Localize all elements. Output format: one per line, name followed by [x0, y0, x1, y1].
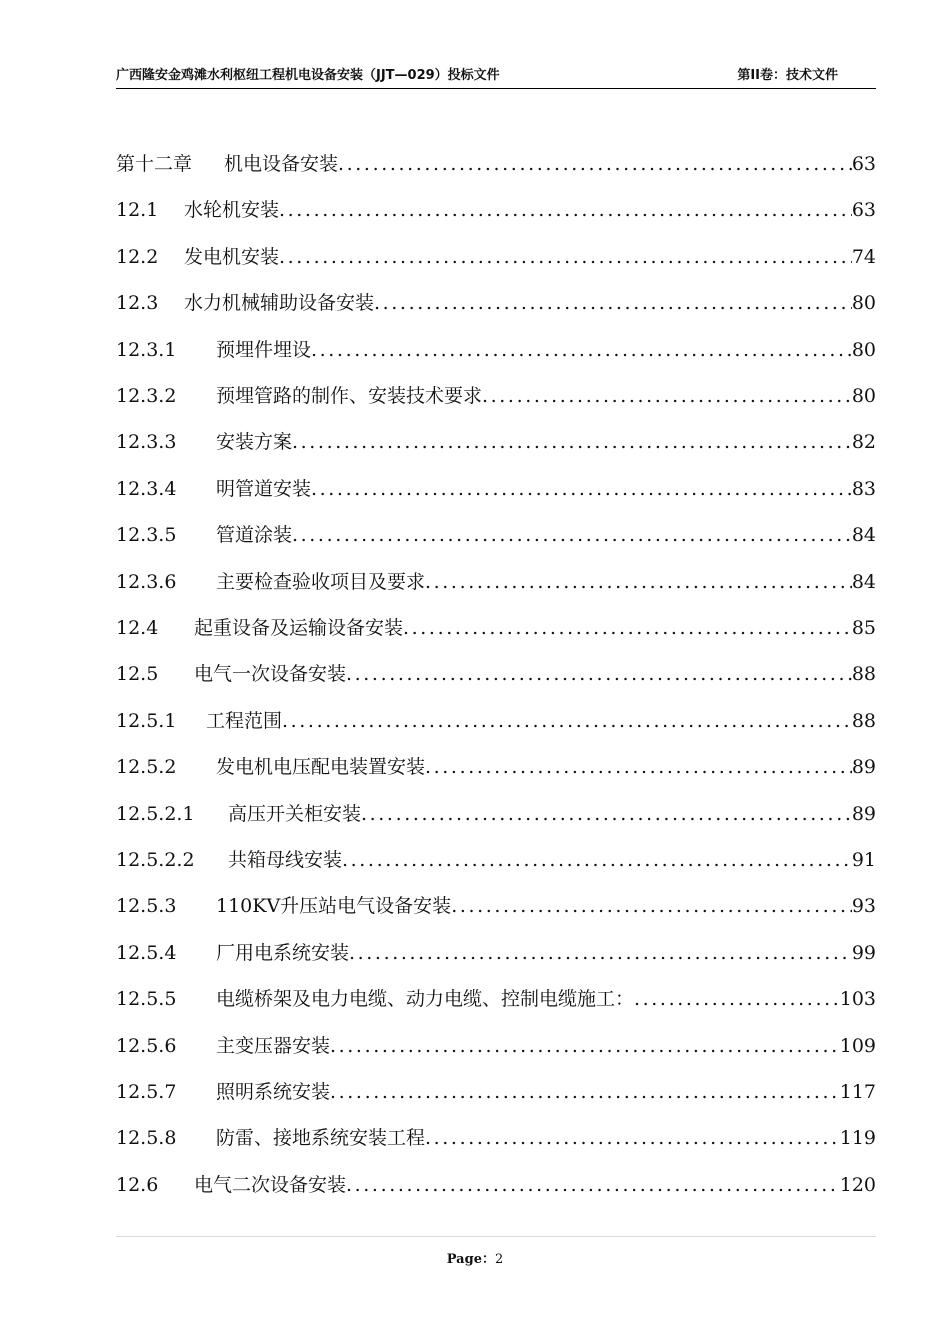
- toc-entry[interactable]: [116, 426, 876, 458]
- toc-entry-title: 预埋件埋设: [216, 339, 312, 361]
- toc-entry-page: 89: [851, 803, 876, 825]
- toc-entry-number: 12.5.2: [116, 756, 177, 778]
- toc-entry-page: 84: [851, 571, 876, 593]
- toc-entry-page: 80: [851, 385, 876, 407]
- toc-entry-page: 85: [851, 617, 876, 639]
- toc-entry[interactable]: [116, 658, 876, 690]
- toc-entry-number: 12.1: [116, 199, 159, 221]
- toc-dot-leader: [451, 890, 852, 922]
- toc-entry-page: 80: [851, 339, 876, 361]
- toc-entry-number: 12.5.8: [116, 1127, 177, 1149]
- footer-divider: [116, 1236, 876, 1237]
- toc-entry[interactable]: [116, 751, 876, 783]
- toc-entry-number: 12.3.6: [116, 571, 177, 593]
- toc-dot-leader: [361, 798, 852, 830]
- toc-entry-page: 83: [851, 478, 876, 500]
- toc-entry-page: 63: [851, 199, 876, 221]
- toc-dot-leader: [425, 566, 852, 598]
- toc-entry[interactable]: [116, 1076, 876, 1108]
- toc-entry[interactable]: [116, 844, 876, 876]
- volume-label: 第II卷：技术文件: [737, 68, 838, 83]
- toc-entry-number: 12.4: [116, 617, 159, 639]
- toc-entry-page: 88: [851, 710, 876, 732]
- toc-entry-title: 起重设备及运输设备安装: [194, 617, 404, 639]
- toc-entry-page: 80: [851, 292, 876, 314]
- toc-entry[interactable]: [116, 705, 876, 737]
- toc-entry-title: 管道涂装: [216, 524, 293, 546]
- toc-dot-leader: [311, 473, 852, 505]
- toc-entry-number: 12.3.3: [116, 431, 177, 453]
- toc-entry-number: 12.5.3: [116, 895, 177, 917]
- toc-entry-number: 12.5.2.2: [116, 849, 195, 871]
- toc-entry-title: 主要检查验收项目及要求: [216, 571, 426, 593]
- toc-entry-title: 水力机械辅助设备安装: [184, 292, 375, 314]
- toc-entry[interactable]: [116, 1122, 876, 1154]
- toc-entry-title: 水轮机安装: [184, 199, 280, 221]
- toc-entry-title: 高压开关柜安装: [228, 803, 362, 825]
- toc-entry-number: 12.6: [116, 1174, 159, 1196]
- toc-entry-title: 电气二次设备安装: [194, 1174, 347, 1196]
- toc-entry-title: 发电机安装: [184, 246, 280, 268]
- toc-entry[interactable]: [116, 1169, 876, 1201]
- toc-entry[interactable]: [116, 380, 876, 412]
- toc-entry[interactable]: [116, 334, 876, 366]
- toc-dot-leader: [349, 937, 852, 969]
- toc-entry-page: 119: [839, 1127, 876, 1149]
- toc-entry-title: 工程范围: [206, 710, 283, 732]
- toc-entry[interactable]: [116, 798, 876, 830]
- toc-entry-page: 84: [851, 524, 876, 546]
- toc-dot-leader: [292, 519, 852, 551]
- toc-entry-title: 安装方案: [216, 431, 293, 453]
- toc-entry-page: 91: [851, 849, 876, 871]
- toc-dot-leader: [311, 334, 852, 366]
- toc-dot-leader: [425, 1122, 840, 1154]
- toc-entry-number: 12.3.5: [116, 524, 177, 546]
- toc-entry-number: 12.5.7: [116, 1081, 177, 1103]
- toc-entry-page: 89: [851, 756, 876, 778]
- toc-entry-page: 120: [839, 1174, 876, 1196]
- toc-dot-leader: [403, 612, 852, 644]
- toc-dot-leader: [282, 705, 852, 737]
- toc-entry[interactable]: [116, 566, 876, 598]
- toc-dot-leader: [425, 751, 852, 783]
- toc-entry-page: 63: [851, 153, 876, 175]
- toc-entry[interactable]: [116, 937, 876, 969]
- toc-entry-page: 74: [851, 246, 876, 268]
- toc-entry-title: 共箱母线安装: [228, 849, 343, 871]
- toc-entry[interactable]: [116, 194, 876, 226]
- toc-dot-leader: [342, 844, 852, 876]
- toc-entry[interactable]: [116, 473, 876, 505]
- toc-entry-page: 117: [839, 1081, 876, 1103]
- toc-entry-page: 109: [839, 1035, 876, 1057]
- toc-entry[interactable]: [116, 1030, 876, 1062]
- toc-entry-number: 12.5.6: [116, 1035, 177, 1057]
- toc-dot-leader: [374, 287, 852, 319]
- toc-entry-number: 第十二章: [116, 153, 193, 175]
- toc-entry-number: 12.5.2.1: [116, 803, 195, 825]
- toc-entry-number: 12.3.4: [116, 478, 177, 500]
- toc-entry-number: 12.5: [116, 663, 159, 685]
- toc-entry-page: 93: [851, 895, 876, 917]
- toc-entry-title: 110KV升压站电气设备安装: [216, 895, 452, 917]
- document-title: 广西隆安金鸡滩水利枢纽工程机电设备安装（JJT—029）投标文件: [116, 68, 500, 83]
- toc-entry[interactable]: [116, 890, 876, 922]
- toc-entry-title: 发电机电压配电装置安装: [216, 756, 426, 778]
- toc-entry-page: 99: [851, 942, 876, 964]
- page-number: 2: [494, 1252, 504, 1267]
- toc-dot-leader: [338, 148, 852, 180]
- toc-dot-leader: [330, 1030, 840, 1062]
- toc-entry-page: 82: [851, 431, 876, 453]
- toc-entry[interactable]: [116, 519, 876, 551]
- toc-entry-number: 12.3: [116, 292, 159, 314]
- toc-dot-leader: [279, 194, 852, 226]
- toc-entry-page: 88: [851, 663, 876, 685]
- toc-dot-leader: [279, 241, 852, 273]
- toc-entry-title: 厂用电系统安装: [216, 942, 350, 964]
- toc-entry[interactable]: [116, 287, 876, 319]
- toc-entry-number: 12.5.1: [116, 710, 177, 732]
- toc-entry-page: 103: [839, 988, 876, 1010]
- page-footer: [0, 1248, 950, 1267]
- toc-entry-title: 防雷、接地系统安装工程: [216, 1127, 426, 1149]
- toc-dot-leader: [292, 426, 852, 458]
- toc-entry-number: 12.3.1: [116, 339, 177, 361]
- toc-dot-leader: [346, 658, 852, 690]
- toc-dot-leader: [346, 1169, 840, 1201]
- toc-entry-number: 12.5.4: [116, 942, 177, 964]
- toc-dot-leader: [330, 1076, 840, 1108]
- page-label: Page：: [446, 1252, 495, 1267]
- toc-entry-title: 电气一次设备安装: [194, 663, 347, 685]
- toc-entry-title: 主变压器安装: [216, 1035, 331, 1057]
- toc-entry[interactable]: [116, 241, 876, 273]
- toc-entry-title: 照明系统安装: [216, 1081, 331, 1103]
- toc-dot-leader: [482, 380, 852, 412]
- toc-entry-title: 电缆桥架及电力电缆、动力电缆、控制电缆施工：: [216, 988, 635, 1010]
- toc-entry-title: 机电设备安装: [224, 153, 339, 175]
- toc-entry-number: 12.2: [116, 246, 159, 268]
- toc-entry-title: 预埋管路的制作、安装技术要求: [216, 385, 483, 407]
- toc-entry-number: 12.5.5: [116, 988, 177, 1010]
- toc-entry-title: 明管道安装: [216, 478, 312, 500]
- toc-entry[interactable]: [116, 612, 876, 644]
- page-header: [116, 66, 876, 89]
- toc-entry-number: 12.3.2: [116, 385, 177, 407]
- toc-dot-leader: [634, 983, 840, 1015]
- toc-entry[interactable]: [116, 983, 876, 1015]
- toc-entry[interactable]: [116, 148, 876, 180]
